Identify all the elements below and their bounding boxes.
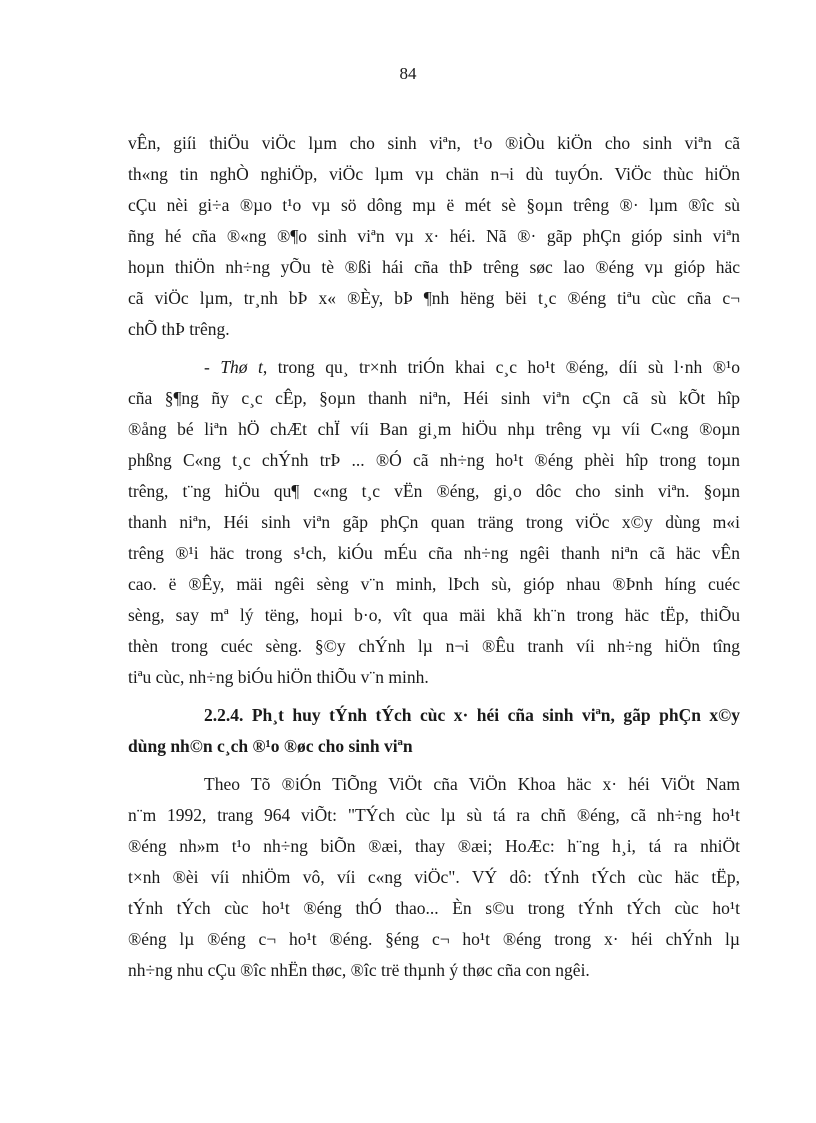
document-body [128, 128, 740, 993]
text-line: nh÷ng nhu cÇu ®îc nhËn thøc, ®îc trë thµnh ý thøc cña con ngêi. [128, 960, 590, 980]
text-line: ®ång bé liªn hÖ chÆt chÏ víi Ban gi¸m hiÖu nhµ trêng vµ víi C«ng ®oµn [128, 419, 740, 439]
text-line: n¨m 1992, trang 964 viÕt: "TÝch cùc lµ sù tá ra chñ ®éng, cã nh÷ng ho¹t [128, 805, 740, 825]
section-heading [128, 700, 740, 762]
text-line: tiªu cùc, nh÷ng biÓu hiÖn thiÕu v¨n minh. [128, 667, 429, 687]
text-line: cã viÖc lµm, tr¸nh bÞ x« ®Èy, bÞ ¶nh hëng bëi t¸c ®éng tiªu cùc cña c¬ [128, 288, 740, 308]
text-line: vÊn, giíi thiÖu viÖc lµm cho sinh viªn, t¹o ®iÒu kiÖn cho sinh viªn cã [128, 133, 740, 153]
heading-line: dùng nh©n c¸ch ®¹o ®øc cho sinh viªn [128, 736, 413, 756]
lead-rest: , trong qu¸ tr×nh triÓn khai c¸c ho¹t ®éng, díi sù l·nh ®¹o [262, 357, 740, 377]
text-line: hoµn thiÖn nh÷ng yÕu tè ®ßi hái cña thÞ trêng søc lao ®éng vµ gióp häc [128, 257, 740, 277]
text-line: Theo Tõ ®iÓn TiÕng ViÖt cña ViÖn Khoa häc x· héi ViÖt Nam [204, 774, 740, 794]
text-line: thèn trong cuéc sèng. §©y chÝnh lµ n¬i ®Êu tranh víi nh÷ng hiÖn tîng [128, 636, 740, 656]
heading-line: 2.2.4. Ph¸t huy tÝnh tÝch cùc x· héi cña sinh viªn, gãp phÇn x©y [204, 705, 740, 725]
text-line: cña §¶ng ñy c¸c cÊp, §oµn thanh niªn, Héi sinh viªn cÇn cã sù kÕt hîp [128, 388, 740, 408]
lead-prefix: - [204, 357, 221, 377]
text-line: t×nh ®èi víi nhiÖm vô, víi c«ng viÖc". VÝ dô: tÝnh tÝch cùc häc tËp, [128, 867, 740, 887]
text-line: tÝnh tÝch cùc ho¹t ®éng thÓ thao... Èn s©u trong tÝnh tÝch cùc ho¹t [128, 898, 740, 918]
text-line: th«ng tin nghÒ nghiÖp, viÖc lµm vµ chän n¬i dù tuyÓn. ViÖc thùc hiÖn [128, 164, 740, 184]
text-line: trêng ®¹i häc trong s¹ch, kiÓu mÉu cña nh÷ng ngêi thanh niªn cã häc vÊn [128, 543, 740, 563]
text-line: chÕ thÞ trêng. [128, 319, 230, 339]
text-line: phßng C«ng t¸c chÝnh trÞ ... ®Ó cã nh÷ng ho¹t ®éng phèi hîp trong toµn [128, 450, 740, 470]
page-number: 84 [399, 64, 417, 83]
lead-italic: Thø t [220, 357, 263, 377]
paragraph-2 [128, 352, 740, 693]
text-line: ®éng lµ ®éng c¬ ho¹t ®éng. §éng c¬ ho¹t ®éng trong x· héi chÝnh lµ [128, 929, 740, 949]
text-line: sèng, say mª lý tëng, hoµi b·o, vît qua mäi khã kh¨n trong häc tËp, thiÕu [128, 605, 740, 625]
text-line: cao. ë ®Êy, mäi ngêi sèng v¨n minh, lÞch sù, gióp nhau ®Þnh híng cuéc [128, 574, 740, 594]
text-line: ®éng nh»m t¹o nh÷ng biÕn ®æi, thay ®æi; HoÆc: h¨ng h¸i, tá ra nhiÖt [128, 836, 740, 856]
paragraph-1 [128, 128, 740, 345]
text-line [128, 352, 740, 383]
text-line: trêng, t¨ng hiÖu qu¶ c«ng t¸c vËn ®éng, gi¸o dôc cho sinh viªn. §oµn [128, 481, 740, 501]
text-line: thanh niªn, Héi sinh viªn gãp phÇn quan träng trong viÖc x©y dùng m«i [128, 512, 740, 532]
text-line: ñng hé cña ®«ng ®¶o sinh viªn vµ x· héi. Nã ®· gãp phÇn gióp sinh viªn [128, 226, 740, 246]
text-line: cÇu nèi gi÷a ®µo t¹o vµ sö dông mµ ë mét sè §oµn trêng ®· lµm ®îc sù [128, 195, 740, 215]
paragraph-3 [128, 769, 740, 986]
